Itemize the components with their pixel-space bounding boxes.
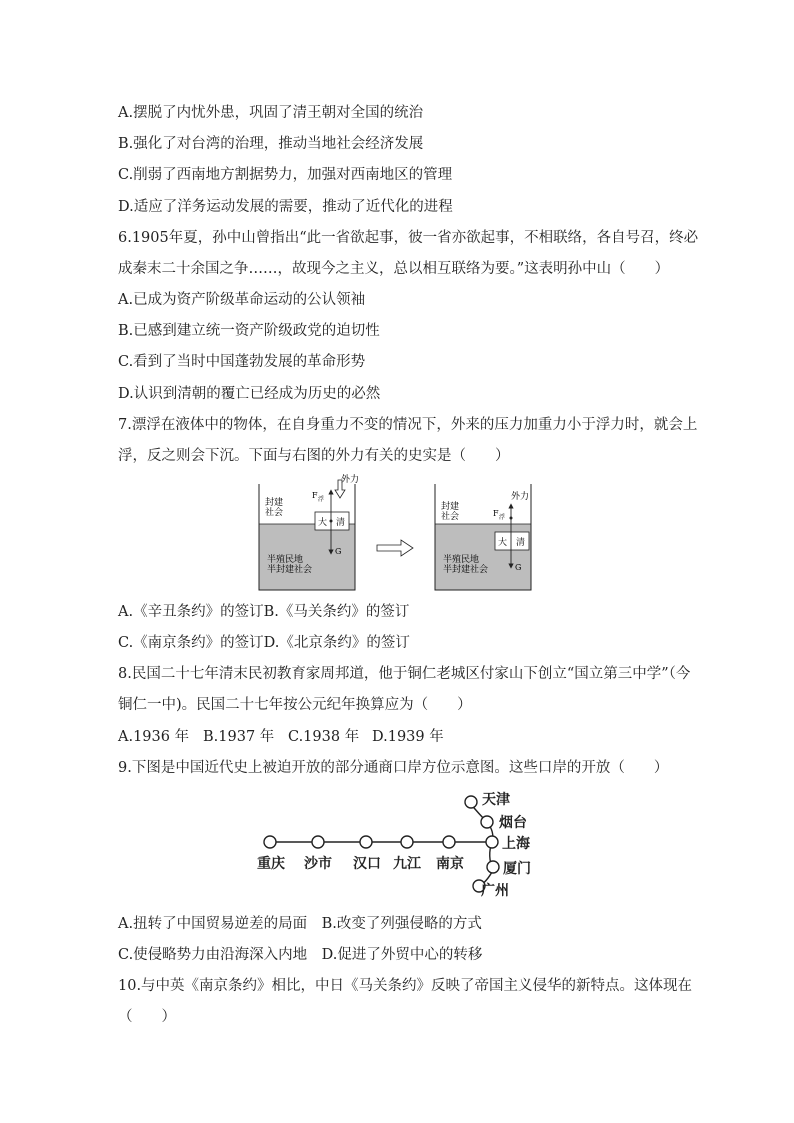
treaty-ports-map [255,788,555,900]
port-tianjin-dot [465,796,477,808]
q6-option-b: B.已感到建立统一资产阶级政党的迫切性 [118,323,380,339]
q8-stem-line1: 8.民国二十七年清末民初教育家周邦道，他于铜仁老城区付家山下创立“国立第三中学”（今 [118,666,691,682]
port-shanghai-label: 上海 [502,836,530,852]
port-xiamen-dot [487,861,499,873]
svg-text:清: 清 [516,538,526,548]
port-tianjin-label: 天津 [482,792,510,808]
q8-option-c: C.1938 年 [288,729,360,745]
q7-stem-line1: 7.漂浮在液体中的物体，在自身重力不变的情况下，外来的压力加重力小于浮力时，就会上 [118,417,698,433]
port-jiujiang-dot [401,836,413,848]
q6-option-a: A.已成为资产阶级革命运动的公认领袖 [118,292,366,308]
svg-text:外力: 外力 [511,492,530,502]
port-shanghai-dot [486,836,498,848]
port-nanjing-label: 南京 [436,856,464,872]
svg-text:封建: 封建 [441,502,460,512]
svg-text:大: 大 [498,538,508,548]
q8-option-a: A.1936 年 [118,729,190,745]
upper-society-label: 封建 [265,498,284,508]
q10-stem-line2: （ ） [118,1009,176,1025]
svg-text:大: 大 [318,518,328,528]
buoyancy-diagram [255,474,545,594]
port-yantai-label: 烟台 [499,815,527,831]
port-chongqing-label: 重庆 [257,856,285,872]
q6-stem-line2: 成秦末二十余国之争……，故现今之主义，总以相互联络为要。”这表明孙中山（ ） [118,261,670,277]
q6-option-d: D.认识到清朝的覆亡已经成为历史的必然 [118,386,381,402]
port-yantai-dot [481,816,493,828]
svg-text:浮: 浮 [318,496,325,503]
container-after [435,484,531,590]
q6-option-c: C.看到了当时中国蓬勃发展的革命形势 [118,354,366,370]
q5-option-d: D.适应了洋务运动发展的需要，推动了近代化的进程 [118,199,453,215]
q9-options-ab: A.扭转了中国贸易逆差的局面 B.改变了列强侵略的方式 [118,916,482,932]
q8-option-b: B.1937 年 [203,729,275,745]
svg-text:半殖民地: 半殖民地 [443,555,480,565]
port-hankou-dot [360,836,372,848]
q9-options-cd: C.使侵略势力由沿海深入内地 D.促进了外贸中心的转移 [118,947,483,963]
container-before [259,474,359,590]
port-guangzhou-label: 广州 [481,883,509,899]
buoyant-force-label: F [312,491,318,500]
lower-society-label: 半殖民地 [267,555,304,565]
svg-text:F: F [493,509,499,518]
q8-stem-line2: 铜仁一中)。民国二十七年按公元纪年换算应为（ ） [118,697,472,713]
q5-option-c: C.削弱了西南地方割据势力，加强对西南地区的管理 [118,167,453,183]
q9-stem: 9.下图是中国近代史上被迫开放的部分通商口岸方位示意图。这些口岸的开放（ ） [118,760,669,776]
transition-arrow-icon [377,540,413,556]
svg-text:清: 清 [336,518,346,528]
q6-stem-line1: 6.1905年夏，孙中山曾指出“此一省欲起事，彼一省亦欲起事，不相联络，各自号召，终必 [118,230,699,246]
q7-stem-line2: 浮，反之则会下沉。下面与右图的外力有关的史实是（ ） [118,448,510,464]
q8-option-d: D.1939 年 [372,729,444,745]
q7-options-cd: C.《南京条约》的签订D.《北京条约》的签订 [118,635,410,651]
svg-text:社会: 社会 [441,512,460,522]
port-shashi-label: 沙市 [304,856,332,872]
svg-text:半封建社会: 半封建社会 [267,565,313,575]
q7-options-ab: A.《辛丑条约》的签订B.《马关条约》的签订 [118,604,410,620]
port-chongqing-dot [264,836,276,848]
port-xiamen-label: 厦门 [503,861,531,877]
external-force-label: 外力 [341,475,360,485]
gravity-label: G [335,547,342,556]
q10-stem-line1: 10.与中英《南京条约》相比，中日《马关条约》反映了帝国主义侵华的新特点。这体现在 [118,978,693,994]
port-jiujiang-label: 九江 [393,856,421,872]
svg-text:社会: 社会 [265,508,284,518]
port-shashi-dot [312,836,324,848]
q5-option-a: A.摆脱了内忧外患，巩固了清王朝对全国的统治 [118,105,424,121]
svg-text:半封建社会: 半封建社会 [443,565,489,575]
svg-text:浮: 浮 [499,514,506,521]
port-nanjing-dot [443,836,455,848]
q5-option-b: B.强化了对台湾的治理，推动当地社会经济发展 [118,136,424,152]
svg-text:G: G [515,563,522,572]
port-hankou-label: 汉口 [353,856,381,872]
